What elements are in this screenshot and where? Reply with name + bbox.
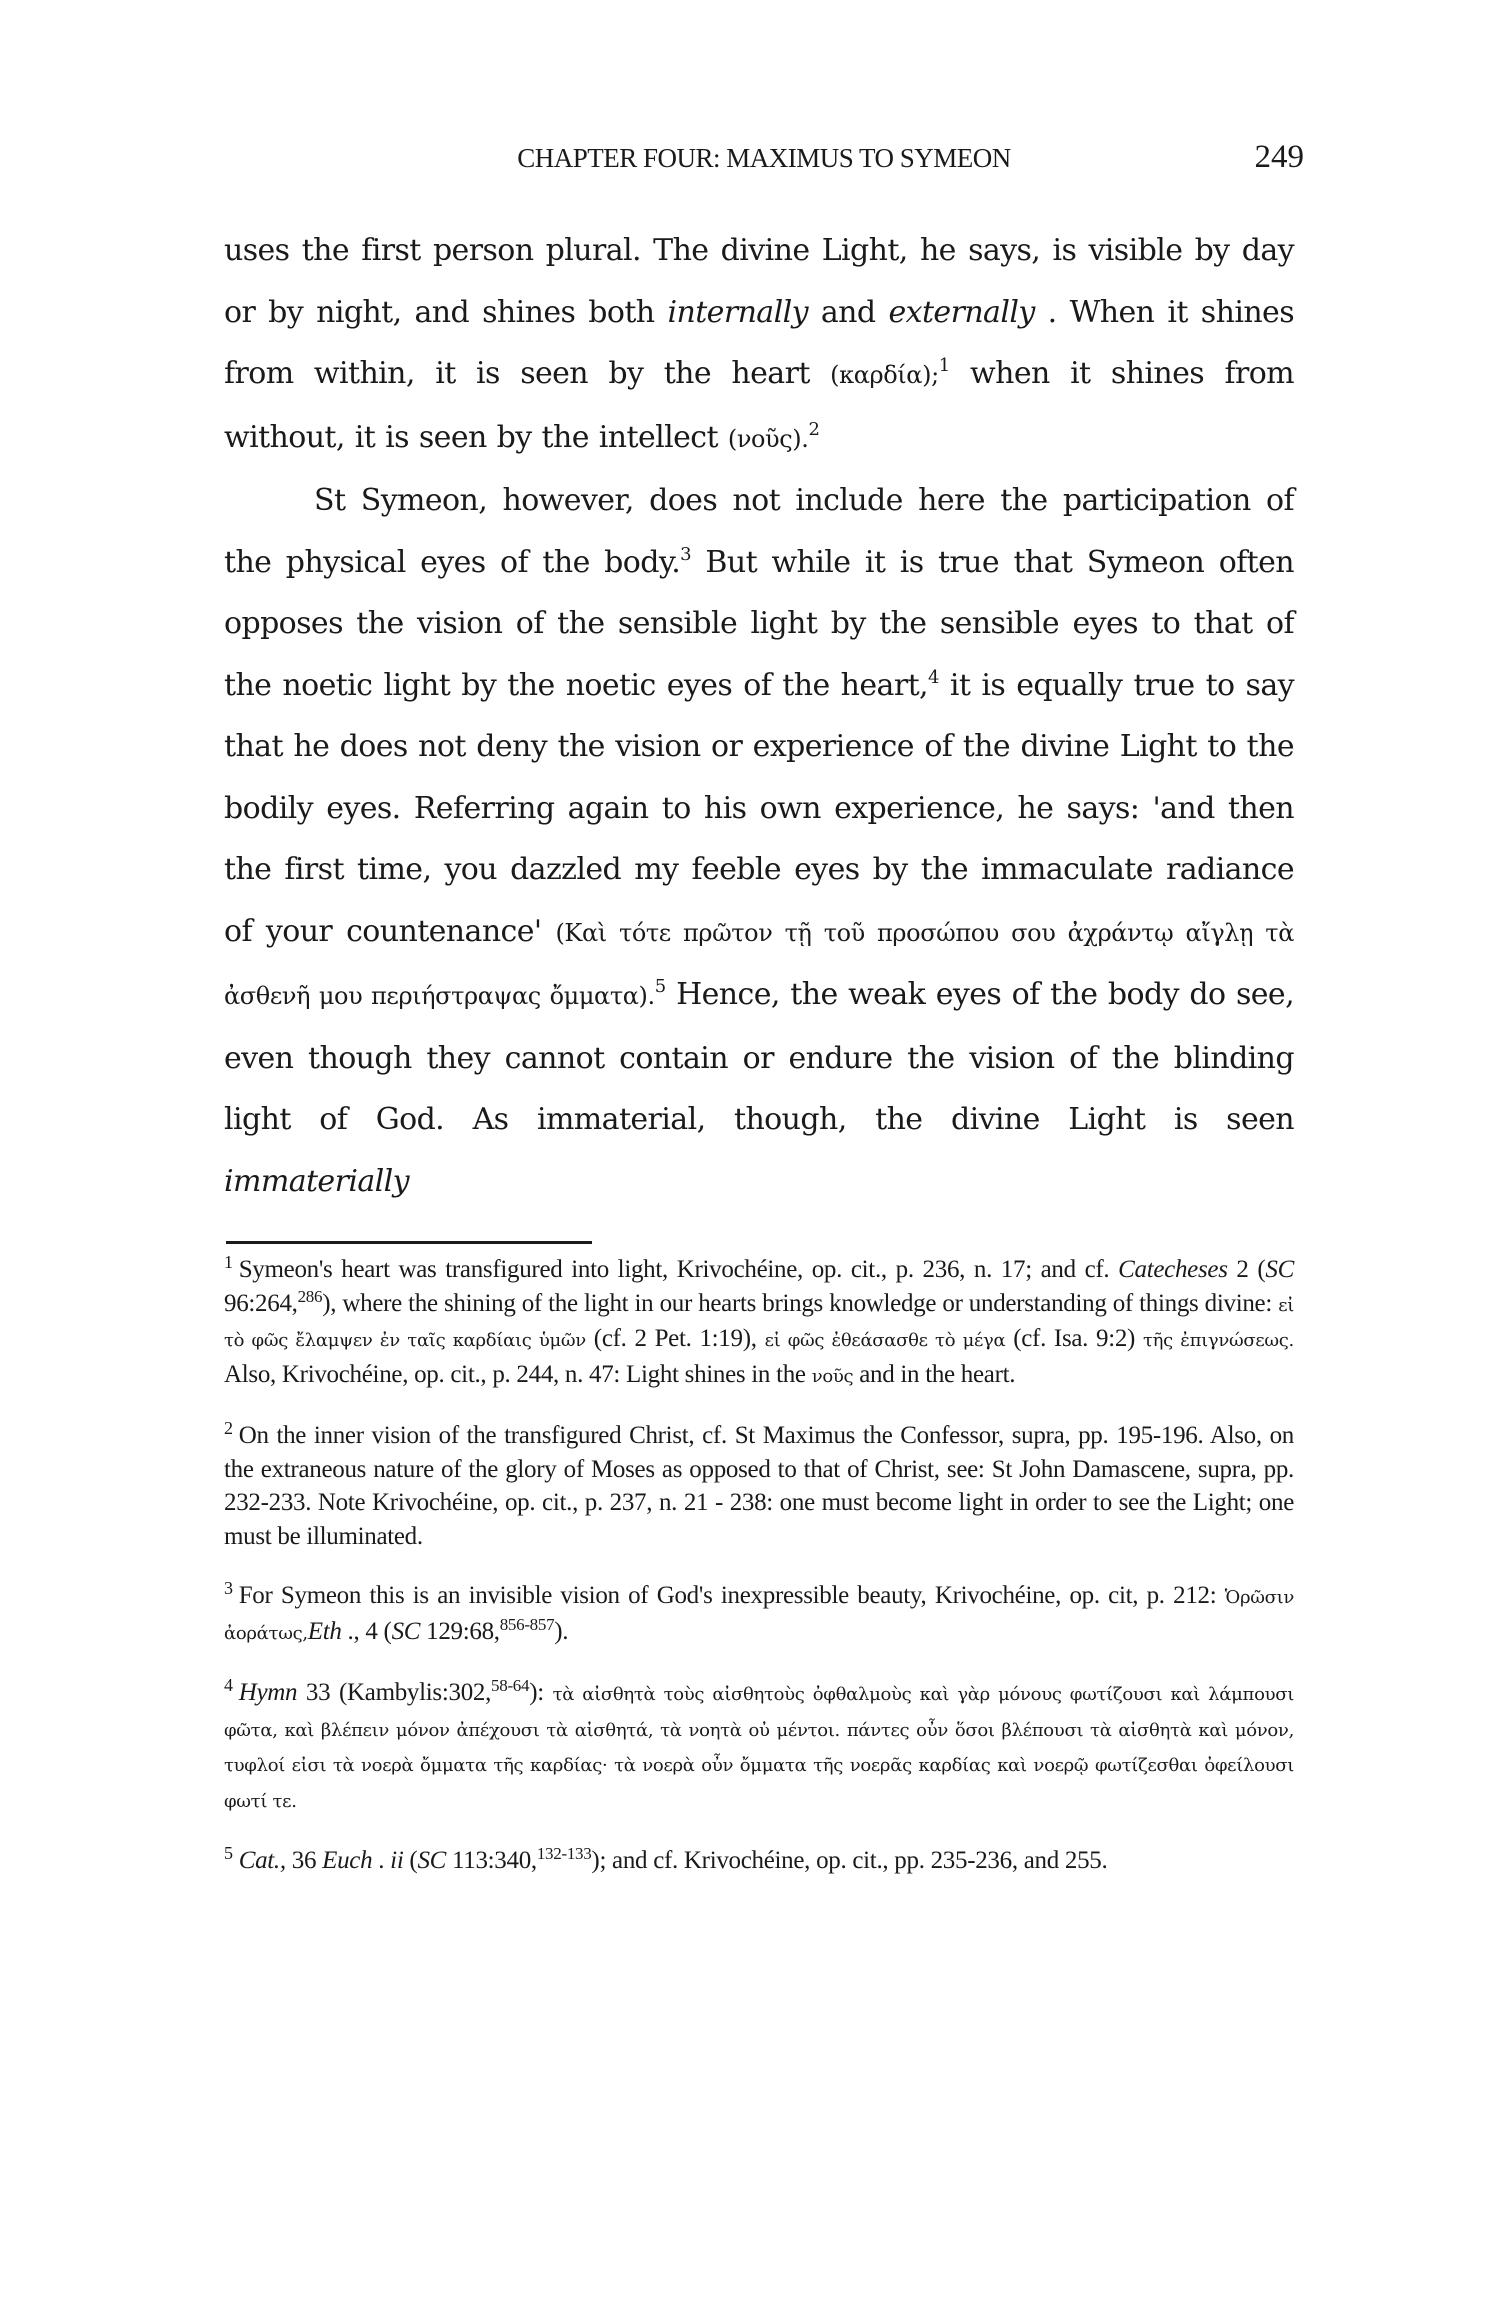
line-ref: 132-133 bbox=[536, 1844, 592, 1863]
footnote-separator bbox=[226, 1241, 592, 1244]
greek-text: εἰ τὸ φῶς ἔλαμψεν ἐν ταῖς καρδίαις ὑμῶν bbox=[224, 1294, 1294, 1351]
text: ., 4 ( bbox=[341, 1617, 392, 1645]
footnote-ref-2[interactable]: 2 bbox=[808, 418, 820, 440]
text: Hence, the weak eyes of the body do see, even though they cannot contain or endure the vision of the blinding light of God. As immaterial, though, the divine Light is seen bbox=[224, 977, 1295, 1137]
text: But while it is true that Symeon often opposes the vision of the sensible light by the sensible eyes to that of the noetic light by the noetic eyes of the heart, bbox=[224, 544, 1294, 703]
emphasis-externally: externally bbox=[888, 294, 1035, 330]
footnote-number: 1 bbox=[224, 1252, 233, 1272]
footnote-number: 3 bbox=[224, 1578, 233, 1598]
title-italic: Hymn bbox=[238, 1679, 298, 1706]
footnotes bbox=[224, 1253, 1294, 1904]
greek-text: νοῦς bbox=[811, 1365, 854, 1387]
text: . bbox=[372, 1847, 391, 1874]
footnote-4 bbox=[224, 1676, 1294, 1818]
text: ); and cf. Krivochéine, op. cit., pp. 235-236, and 255. bbox=[591, 1847, 1108, 1874]
line-ref: 286 bbox=[297, 1286, 323, 1306]
text: For Symeon this is an invisible vision of God's inexpressible beauty, Krivochéine, op. cit, p. 212: bbox=[238, 1582, 1225, 1609]
abbrev-italic: Euch bbox=[322, 1847, 373, 1874]
greek-text: εἰ φῶς ἐθεάσασθε τὸ μέγα bbox=[764, 1330, 1006, 1351]
footnote-ref-4[interactable]: 4 bbox=[927, 666, 939, 688]
text: ): bbox=[529, 1679, 553, 1706]
abbrev-italic: SC bbox=[391, 1617, 421, 1645]
text: when it shines from without, it is seen by the intellect bbox=[224, 356, 1295, 455]
text: ( bbox=[403, 1847, 418, 1874]
title-italic: Catecheses bbox=[1118, 1256, 1228, 1283]
text: ), where the shining of the light in our hearts brings knowledge or understanding of things divine: bbox=[322, 1289, 1279, 1317]
text: 36 bbox=[285, 1847, 323, 1874]
greek-nous: (νοῦς). bbox=[727, 424, 809, 453]
text: uses the first person plural. The divine Light, he says, is visible by day or by night, and shines both bbox=[224, 233, 1294, 330]
greek-kardia: (καρδία); bbox=[830, 361, 939, 389]
text: (cf. 2 Pet. 1:19), bbox=[585, 1325, 765, 1352]
text: 2 ( bbox=[1227, 1256, 1266, 1283]
footnote-1 bbox=[224, 1253, 1294, 1393]
footnote-number: 5 bbox=[224, 1843, 233, 1863]
footnote-3 bbox=[224, 1579, 1294, 1650]
text: 96:264, bbox=[224, 1289, 298, 1317]
greek-text: Ὁρῶσιν ἀοράτως, bbox=[224, 1587, 1294, 1644]
text: ). bbox=[554, 1617, 569, 1645]
line-ref: 856-857 bbox=[499, 1614, 555, 1634]
abbrev-italic: ii bbox=[390, 1847, 404, 1874]
main-text bbox=[224, 220, 1294, 1212]
text: 33 (Kambylis:302, bbox=[297, 1679, 492, 1706]
line-ref: 58-64 bbox=[491, 1676, 530, 1695]
text: On the inner vision of the transfigured Christ, cf. St Maximus the Confessor, supra, pp. 195-196. Also, on the extraneous nature of the glory of Moses as opposed to that of Christ, see: St John Damascene, supra, pp. 232-233. Note Krivochéine, op. cit., p. 237, n. 21 - 238: one must become light in order to see the Light; one must be illuminated. bbox=[224, 1422, 1294, 1550]
page-number: 249 bbox=[1254, 139, 1304, 175]
text: 129:68, bbox=[420, 1617, 500, 1645]
text: and in the heart. bbox=[853, 1360, 1016, 1388]
greek-text: τῆς ἐπιγνώσεως. bbox=[1142, 1330, 1294, 1351]
text: 113:340, bbox=[446, 1847, 537, 1874]
text: Symeon's heart was transfigured into light, Krivochéine, op. cit., p. 236, n. 17; and cf. bbox=[238, 1256, 1119, 1283]
greek-quotation: (Καὶ τότε πρῶτον τῇ τοῦ προσώπου σου ἀχράντῳ αἴγλῃ τὰ ἀσθενῆ μου περιήστραψας ὄμματα). bbox=[224, 918, 1294, 1010]
footnote-2 bbox=[224, 1419, 1294, 1553]
text: and bbox=[807, 294, 889, 330]
running-head: CHAPTER FOUR: MAXIMUS TO SYMEON bbox=[517, 143, 1011, 173]
text: it is equally true to say that he does not deny the vision or experience of the divine Light to the bodily eyes. Referring again to his own experience, he says: 'and then the first time, you dazzled my feeble eyes by the immaculate radiance of your countenance' bbox=[224, 667, 1294, 949]
greek-text: τὰ αἰσθητὰ τοὺς αἰσθητοὺς ὀφθαλμοὺς καὶ γὰρ μόνους φωτίζουσι καὶ λάμπουσι φῶτα, καὶ βλέπειν μόνον ἀπέχουσι τὰ αἰσθητά, τὰ νοητὰ οὐ μέντοι. πάντες οὖν ὅσοι βλέπουσι τὰ αἰσθητὰ καὶ μόνον, τυφλοί εἰσι τὰ νοερὰ ὄμματα τῆς καρδίας· τὰ νοερὰ οὖν ὄμματα τῆς νοερᾶς καρδίας καὶ νοερῷ φωτίζεσθαι ὀφείλουσι φωτί τε. bbox=[224, 1684, 1294, 1812]
abbrev-italic: Cat., bbox=[238, 1847, 286, 1874]
footnote-5 bbox=[224, 1844, 1294, 1878]
abbrev-italic: SC bbox=[1265, 1256, 1294, 1283]
footnote-ref-3[interactable]: 3 bbox=[680, 543, 691, 565]
paragraph-2 bbox=[224, 470, 1294, 1212]
text: (cf. Isa. 9:2) bbox=[1005, 1325, 1143, 1352]
footnote-number: 2 bbox=[224, 1418, 233, 1438]
paragraph-1 bbox=[224, 220, 1294, 470]
footnote-ref-5[interactable]: 5 bbox=[654, 976, 666, 997]
footnote-ref-1[interactable]: 1 bbox=[938, 355, 950, 376]
text: . When it shines from within, it is seen by the heart bbox=[224, 294, 1294, 391]
abbrev-italic: SC bbox=[417, 1847, 447, 1874]
emphasis-internally: internally bbox=[667, 294, 808, 330]
title-italic: Eth bbox=[307, 1617, 342, 1645]
text: Also, Krivochéine, op. cit., p. 244, n. 47: Light shines in the bbox=[224, 1360, 812, 1388]
page-header bbox=[224, 139, 1304, 183]
footnote-number: 4 bbox=[224, 1675, 233, 1695]
emphasis-immaterially: immaterially bbox=[224, 1163, 409, 1199]
text: St Symeon, however, does not include here the participation of the physical eyes of the body. bbox=[224, 483, 1294, 580]
